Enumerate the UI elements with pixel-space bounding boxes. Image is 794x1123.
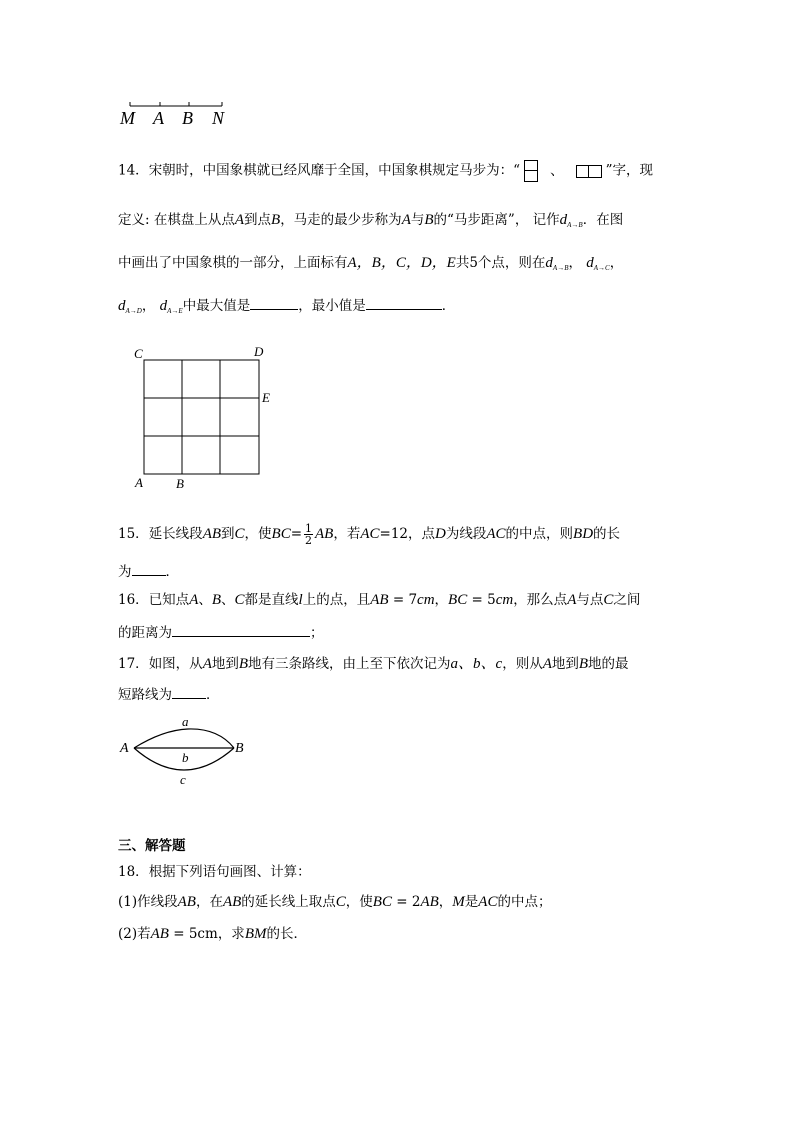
math-var: AC — [478, 894, 498, 910]
q18-text: ，求 — [217, 926, 245, 942]
math-var: A，B，C，D，E — [347, 255, 456, 271]
frac-denominator: 2 — [305, 534, 313, 547]
math-var: AB — [370, 592, 389, 608]
q16-text: ， — [434, 592, 449, 608]
q17-line2 — [118, 684, 220, 705]
label-m: M — [120, 108, 135, 128]
q18-text: 的长． — [266, 926, 307, 942]
math-var: B — [424, 212, 434, 228]
q14-separator: 、 — [550, 162, 564, 179]
math-var: d — [559, 212, 568, 228]
q16-text: 已知点 — [148, 592, 190, 608]
math-var: a、b、c — [450, 656, 503, 672]
math-var: AC — [360, 526, 380, 542]
math-var: d — [545, 255, 553, 271]
q14-text: 5 — [469, 255, 478, 271]
q18-part2 — [118, 924, 307, 944]
q18-text: 的延长线上取点 — [241, 894, 336, 910]
subscript: A→B — [552, 264, 569, 272]
q14-text: ． — [441, 298, 456, 314]
math-var: d — [159, 298, 168, 314]
q14-text: 共 — [455, 255, 470, 271]
chessboard-svg — [128, 340, 288, 495]
q14-text: ，马走的最少步称为 — [280, 212, 402, 228]
section-heading: 三、解答题 — [118, 838, 186, 854]
q14-text: ”字，现 — [605, 162, 653, 179]
math-var: C — [335, 894, 346, 910]
q16-text: ； — [310, 625, 324, 641]
math-var: A — [567, 592, 577, 608]
subscript: A→C — [593, 264, 610, 272]
horse-move-horizontal-icon — [576, 165, 602, 178]
math-var: AB — [420, 894, 439, 910]
answer-blank[interactable] — [172, 622, 310, 637]
math-var: A — [401, 212, 411, 228]
math-unit: cm — [417, 592, 435, 608]
math-var: AB — [202, 526, 222, 542]
route-label-a-point: A — [120, 741, 129, 756]
q18-text: ， — [438, 894, 453, 910]
math-var: C — [234, 592, 245, 608]
q14-text: ．在图 — [582, 212, 624, 228]
q17-text: 地有三条路线，由上至下依次记为 — [248, 656, 451, 672]
math-var: A — [542, 656, 552, 672]
math-num: 12 — [390, 526, 409, 542]
label-n: N — [212, 108, 225, 128]
q16-text: 、 — [221, 592, 235, 608]
q14-text: ， — [568, 255, 582, 271]
q17-text: ． — [206, 687, 220, 703]
q16-text: 的距离为 — [118, 625, 172, 641]
q16-line1 — [118, 590, 640, 610]
route-label-b: b — [182, 750, 189, 765]
math-var: d — [586, 255, 594, 271]
q15-text: 的长 — [593, 526, 621, 542]
q18-text: ，使 — [345, 894, 373, 910]
math-var: AB — [222, 894, 242, 910]
q14-text: 宋朝时，中国象棋就已经风靡于全国，中国象棋规定马步为：“ — [148, 162, 521, 179]
board-label-a: A — [135, 475, 143, 490]
q18-text: 根据下列语句画图、计算： — [148, 864, 311, 880]
q15-text: ，点 — [408, 526, 436, 542]
q15-line2 — [118, 561, 179, 582]
board-label-d: D — [254, 344, 264, 359]
label-a: A — [153, 108, 164, 128]
math-var: C — [234, 526, 245, 542]
q14-text: ， — [609, 255, 624, 271]
math-var: AB — [150, 926, 169, 942]
q18-text: 是 — [464, 894, 479, 910]
math-var: AB — [315, 526, 334, 542]
q18-text: (2)若 — [118, 926, 151, 942]
q14-number: 14． — [118, 162, 149, 179]
fraction-one-half — [304, 523, 313, 546]
math-var: B — [211, 592, 222, 608]
math-var: AB — [177, 894, 196, 910]
answer-blank[interactable] — [132, 561, 166, 576]
answer-blank[interactable] — [172, 684, 206, 699]
q17-text: 地的最 — [588, 656, 629, 672]
q15-text: 的中点，则 — [505, 526, 574, 542]
q18-text: 的中点； — [497, 894, 552, 910]
board-border — [144, 360, 259, 474]
route-label-a: a — [182, 714, 189, 729]
q14-text: 定义: 在棋盘上从点 — [118, 212, 235, 228]
q14-text: 的“马步距离”， 记作 — [433, 212, 560, 228]
math-var: BC — [448, 592, 468, 608]
q15-text: 延长线段 — [148, 526, 203, 542]
board-label-b: B — [176, 476, 184, 491]
q17-text: 地到 — [211, 656, 239, 672]
math-var: AC — [486, 526, 506, 542]
segment-figure-mabn — [118, 96, 228, 128]
q14-text: 个点，则在 — [477, 255, 546, 271]
q15-text: 到 — [221, 526, 235, 542]
math-var: B — [578, 656, 589, 672]
q16-text: 与点 — [576, 592, 604, 608]
subscript: A→D — [125, 307, 142, 315]
q14-line4 — [118, 295, 455, 318]
math-var: A — [202, 656, 212, 672]
board-label-e: E — [262, 390, 270, 405]
math-var: B — [238, 656, 249, 672]
q16-text: 、 — [198, 592, 212, 608]
q16-line2 — [118, 622, 324, 643]
frac-numerator: 1 — [305, 522, 313, 535]
math-var: BD — [573, 526, 594, 542]
q15-text: ，使 — [244, 526, 272, 542]
q17-number: 17． — [118, 656, 149, 672]
q18-text: ，在 — [195, 894, 223, 910]
math-var: l — [298, 592, 303, 608]
math-expr: = 2 — [391, 894, 421, 910]
horse-move-vertical-icon — [524, 160, 538, 182]
answer-blank[interactable] — [366, 295, 442, 310]
math-op: = — [379, 526, 391, 542]
math-var: BC — [372, 894, 392, 910]
math-op: = — [290, 526, 303, 542]
q14-text: ，最小值是 — [298, 298, 366, 314]
route-a-path — [134, 729, 234, 748]
math-var: M — [452, 894, 465, 910]
math-var: BM — [244, 926, 267, 942]
q18-text: (1)作线段 — [118, 894, 178, 910]
q15-text: 为线段 — [445, 526, 487, 542]
q16-text: 之间 — [613, 592, 641, 608]
q17-text: ，则从 — [502, 656, 543, 672]
math-var: C — [603, 592, 614, 608]
q14-text: 中最大值是 — [182, 298, 251, 314]
q16-text: 上的点，且 — [302, 592, 371, 608]
segment-figure-svg — [118, 96, 228, 128]
route-label-c: c — [180, 772, 186, 787]
math-var: BC — [271, 526, 291, 542]
routes-figure — [118, 712, 258, 792]
q17-text: 短路线为 — [118, 687, 172, 703]
chessboard-figure — [128, 340, 288, 495]
label-b: B — [182, 108, 193, 128]
q16-number: 16． — [118, 592, 149, 608]
subscript: A→E — [167, 307, 183, 315]
q16-text: 都是直线 — [244, 592, 299, 608]
q14-line3 — [118, 253, 623, 275]
subscript: A→B — [567, 221, 583, 229]
q16-text: ，那么点 — [513, 592, 568, 608]
q14-text: 中画出了中国象棋的一部分，上面标有 — [118, 255, 348, 271]
q14-text: 与 — [410, 212, 425, 228]
answer-blank[interactable] — [250, 295, 298, 310]
q17-text: 如图，从 — [148, 656, 203, 672]
q17-line1 — [118, 654, 629, 674]
math-expr: = 5 — [467, 592, 496, 608]
q14-text: ， — [141, 298, 156, 314]
q18-line1 — [118, 862, 311, 882]
math-expr: = 5cm — [168, 926, 218, 942]
q15-text: 为 — [118, 564, 132, 580]
routes-svg — [118, 712, 258, 792]
math-unit: cm — [495, 592, 514, 608]
math-expr: = 7 — [388, 592, 418, 608]
route-label-b-point: B — [235, 741, 244, 756]
math-var: B — [271, 212, 281, 228]
math-var: d — [118, 298, 126, 314]
q18-part1 — [118, 892, 551, 912]
math-var: D — [435, 526, 446, 542]
q14-line1 — [118, 160, 653, 182]
q15-number: 15． — [118, 526, 149, 542]
math-var: A — [234, 212, 245, 228]
q17-text: 地到 — [551, 656, 579, 672]
q15-line1 — [118, 523, 620, 546]
board-label-c: C — [134, 346, 143, 361]
q14-text: 到点 — [244, 212, 272, 228]
q14-line2 — [118, 210, 623, 232]
q15-text: ，若 — [333, 526, 361, 542]
q18-number: 18． — [118, 864, 149, 880]
math-var: A — [189, 592, 199, 608]
q15-text: ． — [165, 564, 179, 580]
